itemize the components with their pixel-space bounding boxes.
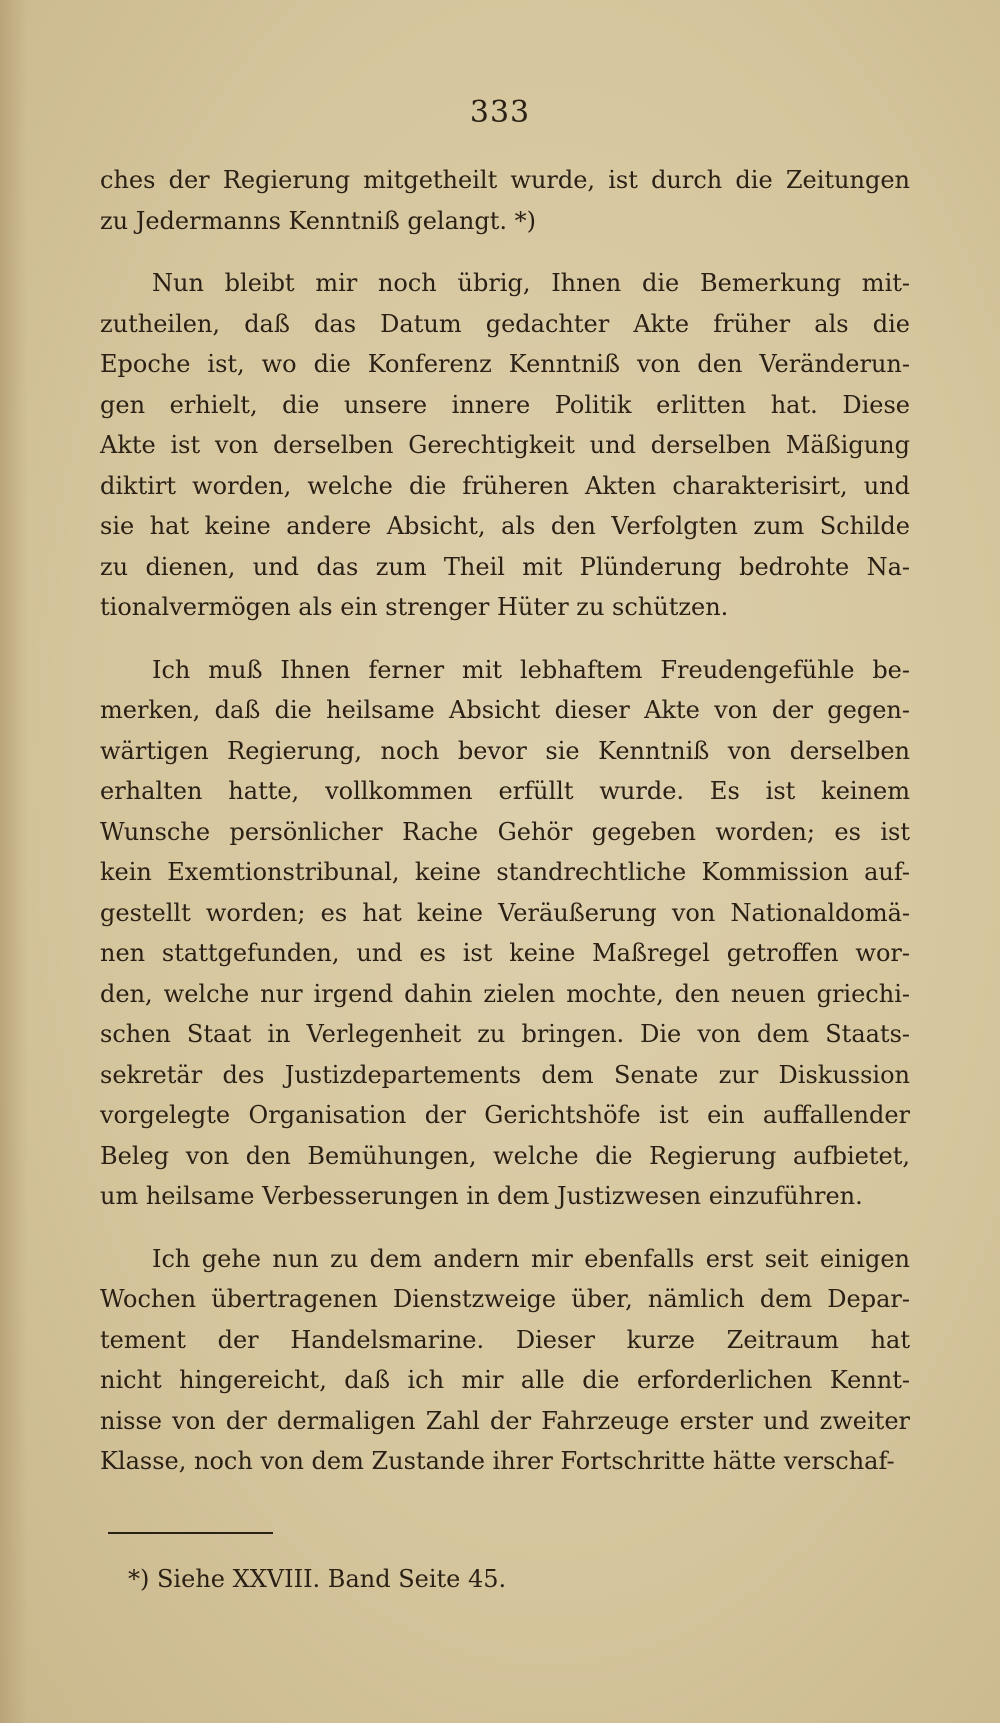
text-line: Wochen übertragenen Dienstzweige über, nämlich dem Depar- xyxy=(100,1285,910,1313)
text-line: Akte ist von derselben Gerechtigkeit und derselben Mäßigung xyxy=(100,431,910,459)
text-line: zu Jedermanns Kenntniß gelangt. *) xyxy=(100,206,536,235)
text-line: nicht hingereicht, daß ich mir alle die erforderlichen Kennt- xyxy=(100,1366,910,1394)
text-line: nen stattgefunden, und es ist keine Maßregel getroffen wor- xyxy=(100,939,910,967)
text-line: kein Exemtionstribunal, keine standrechtliche Kommission auf- xyxy=(100,858,910,886)
text-line: Ich muß Ihnen ferner mit lebhaftem Freudengefühle be- xyxy=(152,655,910,684)
page-number: 333 xyxy=(469,95,531,130)
paragraph xyxy=(100,650,910,1217)
footnote-rule xyxy=(108,1532,273,1534)
text-line: nisse von der dermaligen Zahl der Fahrzeuge erster und zweiter xyxy=(100,1406,910,1435)
text-line: den, welche nur irgend dahin zielen mochte, den neuen griechi- xyxy=(100,979,910,1008)
text-line: erhalten hatte, vollkommen erfüllt wurde. Es ist keinem xyxy=(100,777,910,805)
paragraph xyxy=(100,160,910,241)
text-line: tionalvermögen als ein strenger Hüter zu schützen. xyxy=(100,593,729,621)
text-line: Wunsche persönlicher Rache Gehör gegeben worden; es ist xyxy=(100,817,910,846)
body-text xyxy=(100,160,910,1482)
page-edge-shadow xyxy=(0,0,28,1723)
text-line: gestellt worden; es hat keine Veräußerung von Nationaldomä- xyxy=(100,898,910,927)
text-line: ches der Regierung mitgetheilt wurde, ist durch die Zeitungen xyxy=(100,166,910,194)
text-line: sekretär des Justizdepartements dem Senate zur Diskussion xyxy=(100,1060,910,1089)
text-line: wärtigen Regierung, noch bevor sie Kenntniß von derselben xyxy=(100,736,910,765)
text-line: Klasse, noch von dem Zustande ihrer Fortschritte hätte verschaf- xyxy=(100,1447,895,1475)
text-line: zutheilen, daß das Datum gedachter Akte früher als die xyxy=(100,309,910,338)
text-line: Ich gehe nun zu dem andern mir ebenfalls erst seit einigen xyxy=(152,1244,910,1273)
text-line: gen erhielt, die unsere innere Politik erlitten hat. Diese xyxy=(100,390,910,419)
text-line: tement der Handelsmarine. Dieser kurze Zeitraum hat xyxy=(100,1325,910,1354)
paragraph xyxy=(100,263,910,628)
paragraph-gap xyxy=(100,628,910,650)
footnote: *) Siehe XXVIII. Band Seite 45. xyxy=(128,1565,507,1593)
text-line: Epoche ist, wo die Konferenz Kenntniß von den Veränderun- xyxy=(100,350,910,378)
text-line: sie hat keine andere Absicht, als den Verfolgten zum Schilde xyxy=(100,512,910,540)
text-line: merken, daß die heilsame Absicht dieser Akte von der gegen- xyxy=(100,696,910,724)
text-line: zu dienen, und das zum Theil mit Plünderung bedrohte Na- xyxy=(100,552,910,581)
text-line: um heilsame Verbesserungen in dem Justizwesen einzuführen. xyxy=(100,1182,863,1210)
text-line: schen Staat in Verlegenheit zu bringen. Die von dem Staats- xyxy=(100,1020,910,1048)
text-line: diktirt worden, welche die früheren Akten charakterisirt, und xyxy=(100,471,910,500)
paragraph-gap xyxy=(100,241,910,263)
text-line: Beleg von den Bemühungen, welche die Regierung aufbietet, xyxy=(100,1141,910,1170)
text-line: Nun bleibt mir noch übrig, Ihnen die Bemerkung mit- xyxy=(152,269,910,297)
text-line: vorgelegte Organisation der Gerichtshöfe ist ein auffallender xyxy=(100,1101,910,1129)
paragraph-gap xyxy=(100,1217,910,1239)
paragraph xyxy=(100,1239,910,1482)
